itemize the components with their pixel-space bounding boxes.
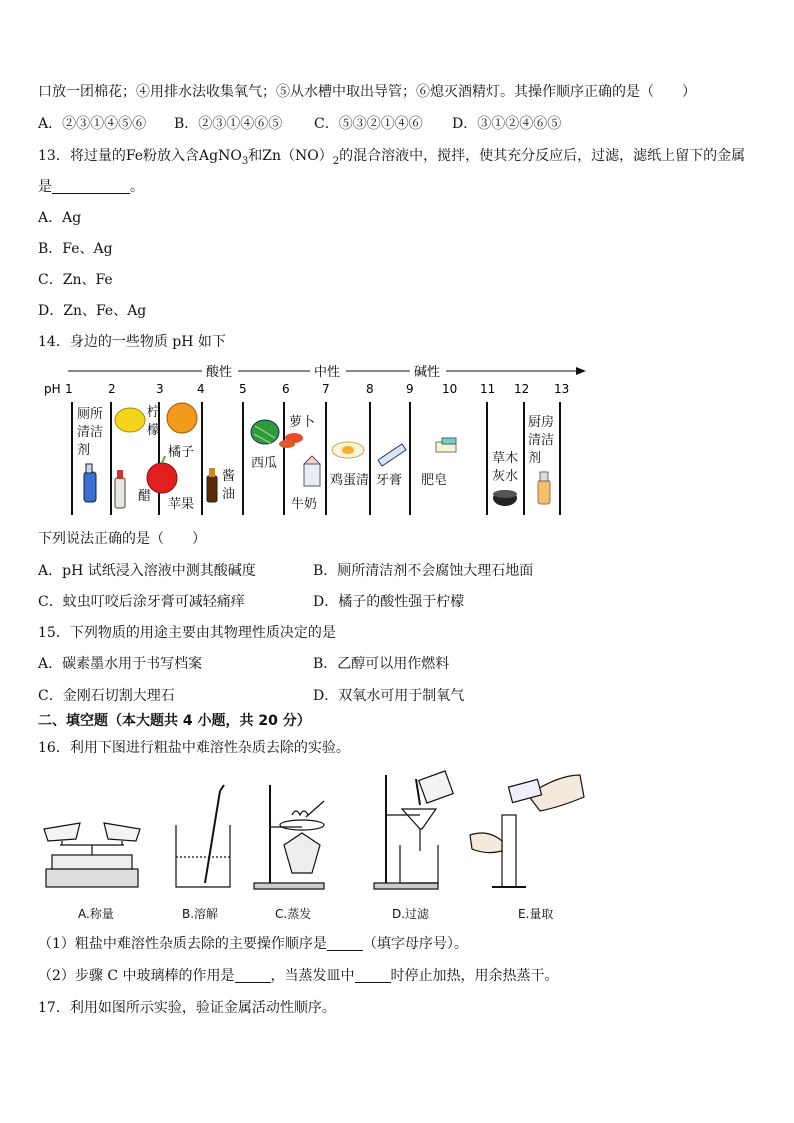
q15-option-a: A．碳素墨水用于书写档案 <box>38 656 203 672</box>
q12-option-a: A．②③①④⑤⑥ <box>38 116 147 132</box>
tick-4: 4 <box>197 382 205 396</box>
fig-label-d: D.过滤 <box>392 907 430 921</box>
tick-9: 9 <box>406 382 414 396</box>
watermelon-icon <box>251 420 279 444</box>
label-egg: 鸡蛋清 <box>330 473 370 488</box>
soap-icon <box>436 438 456 452</box>
label-vinegar: 醋 <box>138 489 152 504</box>
section-2-heading: 二、填空题（本大题共 4 小题，共 20 分） <box>38 713 311 729</box>
filtration-setup-icon <box>374 771 453 889</box>
q13-option-a: A．Ag <box>38 210 82 226</box>
q13-option-b: B．Fe、Ag <box>38 241 113 257</box>
q12-option-c: C．⑤③②①④⑥ <box>314 116 423 132</box>
label-kitchen-3: 剂 <box>528 451 542 466</box>
label-lemon-2: 檬 <box>147 423 161 438</box>
toilet-cleaner-icon <box>84 464 96 502</box>
vinegar-bottle-icon <box>115 470 125 508</box>
q13-blank <box>52 179 130 194</box>
label-toilet-1: 厕所 <box>77 407 104 422</box>
ash-water-icon <box>493 490 517 506</box>
tick-1: 1 <box>65 382 73 396</box>
egg-white-icon <box>332 442 364 458</box>
label-soy-1: 酱 <box>222 469 236 484</box>
label-milk: 牛奶 <box>291 497 318 512</box>
label-soap: 肥皂 <box>421 473 448 488</box>
balance-icon <box>44 823 140 887</box>
q17-stem: 17．利用如图所示实验，验证金属活动性顺序。 <box>38 1000 336 1016</box>
ph-label: pH <box>44 382 61 396</box>
label-toilet-2: 清洁 <box>77 425 104 440</box>
q15-option-b: B．乙醇可以用作燃料 <box>313 656 450 672</box>
label-soy-2: 油 <box>222 487 236 502</box>
q14-option-a: A．pH 试纸浸入溶液中测其酸碱度 <box>38 563 256 579</box>
q15-option-c: C．金刚石切割大理石 <box>38 688 175 704</box>
tick-7: 7 <box>322 382 330 396</box>
q13-option-c: C．Zn、Fe <box>38 272 113 288</box>
q16-sub2: （2）步骤 C 中玻璃棒的作用是 ，当蒸发皿中 时停止加热，用余热蒸干。 <box>38 968 559 984</box>
q15-stem: 15．下列物质的用途主要由其物理性质决定的是 <box>38 625 336 641</box>
q15-option-d: D．双氧水可用于制氧气 <box>313 688 465 704</box>
q12-option-b: B．②③①④⑥⑤ <box>174 116 283 132</box>
label-lemon-1: 柠 <box>147 405 161 420</box>
q14-option-b: B．厕所清洁剂不会腐蚀大理石地面 <box>313 563 534 579</box>
tick-12: 12 <box>514 382 530 396</box>
q16-stem: 16．利用下图进行粗盐中难溶性杂质去除的实验。 <box>38 740 350 756</box>
q13-option-d: D．Zn、Fe、Ag <box>38 303 147 319</box>
q14-stem: 14．身边的一些物质 pH 如下 <box>38 334 226 350</box>
radish-icon <box>279 433 303 448</box>
tick-8: 8 <box>366 382 374 396</box>
ph-ticks <box>65 382 569 396</box>
q12-stem: 口放一团棉花；④用排水法收集氧气；⑤从水槽中取出导管；⑥熄灭酒精灯。其操作顺序正确的是（ ） <box>38 84 696 100</box>
label-toilet-3: 剂 <box>77 443 91 458</box>
milk-carton-icon <box>304 456 320 486</box>
label-toothpaste: 牙膏 <box>376 473 403 488</box>
ph-scale-figure <box>40 360 600 520</box>
tick-10: 10 <box>442 382 458 396</box>
tick-2: 2 <box>108 382 116 396</box>
soy-sauce-icon <box>207 468 217 502</box>
tick-6: 6 <box>282 382 290 396</box>
q14-option-d: D．橘子的酸性强于柠檬 <box>313 594 465 610</box>
acid-label: 酸性 <box>206 365 233 380</box>
q12-option-d: D．③①②④⑥⑤ <box>452 116 562 132</box>
beaker-icon <box>176 785 230 887</box>
apple-icon <box>147 456 177 493</box>
q16-sub1: （1）粗盐中难溶性杂质去除的主要操作顺序是 （填字母序号）。 <box>38 936 468 952</box>
tick-5: 5 <box>239 382 247 396</box>
fig-label-b: B.溶解 <box>182 907 219 921</box>
q16-blank-2 <box>235 968 271 983</box>
q13-stem: 13．将过量的Fe粉放入含AgNO$_3$和$Zn(NO)_2$的混合溶液中，搅拌，使其充分反应后，过滤，滤纸上留下的金属 <box>38 148 746 167</box>
label-apple: 苹果 <box>168 497 195 512</box>
label-radish: 萝卜 <box>289 415 316 430</box>
tick-3: 3 <box>156 382 164 396</box>
q13-stem-line2: 是 。 <box>38 179 144 195</box>
fig-label-a: A.称量 <box>78 907 114 921</box>
label-orange: 橘子 <box>168 445 195 460</box>
evaporation-setup-icon <box>254 785 324 889</box>
q16-apparatus-figure <box>40 765 600 900</box>
orange-icon <box>167 403 197 433</box>
label-kitchen-2: 清洁 <box>528 433 555 448</box>
label-kitchen-1: 厨房 <box>528 415 555 430</box>
label-ash-2: 灰水 <box>492 469 519 484</box>
q16-blank-1 <box>327 936 363 951</box>
fig-label-c: C.蒸发 <box>275 907 312 921</box>
label-ash-1: 草木 <box>492 451 519 466</box>
neutral-label: 中性 <box>314 365 341 380</box>
measuring-cylinder-icon <box>470 775 584 887</box>
base-label: 碱性 <box>414 365 441 380</box>
fig-label-e: E.量取 <box>518 907 554 921</box>
q14-option-c: C．蚊虫叮咬后涂牙膏可减轻痛痒 <box>38 594 245 610</box>
q16-blank-3 <box>355 968 391 983</box>
tick-11: 11 <box>480 382 496 396</box>
label-melon: 西瓜 <box>251 456 278 471</box>
q14-question: 下列说法正确的是（ ） <box>38 531 206 547</box>
kitchen-cleaner-icon <box>538 472 550 504</box>
q12-options <box>38 114 561 134</box>
toothpaste-icon <box>378 444 406 466</box>
lemon-icon <box>115 408 145 432</box>
tick-13: 13 <box>554 382 570 396</box>
